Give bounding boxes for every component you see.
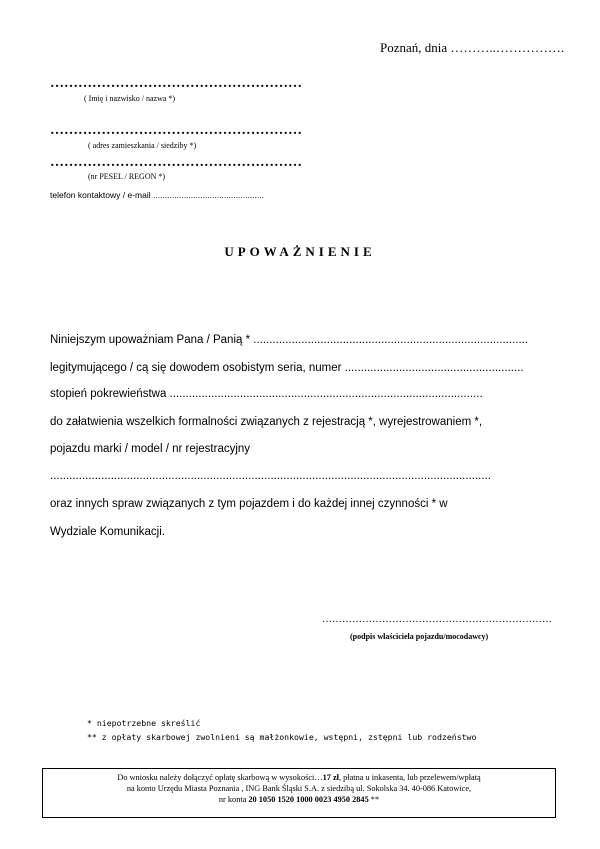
signature-caption: (podpis właściciela pojazdu/mocodawcy) [350, 632, 489, 641]
body-line-id-document: legitymującego / cą się dowodem osobistym seria, numer ........................................................ [50, 362, 524, 374]
fee-amount: 17 zł [322, 773, 339, 782]
address-field-dots: ……………………………………………… [50, 123, 302, 138]
name-field-dots: ……………………………………………… [50, 76, 302, 91]
body-line-formalities: do załatwienia wszelkich formalności związanych z rejestracją *, wyrejestrowaniem *, [50, 416, 483, 428]
fee-notice-box [42, 768, 556, 818]
document-title: UPOWAŻNIENIE [224, 244, 376, 259]
footnote-exemption: ** z opłaty skarbowej zwolnieni są małżonkowie, wstępni, zstępni lub rodzeństwo [87, 732, 477, 742]
signature-dots: …………………………………………………………… [322, 614, 552, 625]
body-line-department: Wydziale Komunikacji. [50, 526, 165, 538]
footnote-strike: * niepotrzebne skreślić [87, 718, 201, 728]
name-caption: ( Imię i nazwisko / nazwa *) [84, 94, 176, 103]
notice-line-2: na konto Urzędu Miasta Poznania , ING Bank Śląski S.A. z siedzibą ul. Sokolska 34. 40-086 Katowice, [126, 784, 472, 793]
notice-line-1: Do wniosku należy dołączyć opłatę skarbową w wysokości…17 zł, płatna u inkasenta, lub przelewem/wpłatą [117, 773, 481, 782]
body-line-vehicle-dots: .......................................................................................................................................... [50, 470, 491, 482]
notice-line-3: nr konta 20 1050 1520 1000 0023 4950 2845 ** [218, 795, 380, 804]
city-date-line: Poznań, dnia ………..……………. [380, 40, 565, 55]
body-line-other-matters: oraz innych spraw związanych z tym pojazdem i do każdej innej czynności * w [50, 498, 448, 510]
account-number: 20 1050 1520 1000 0023 4950 2845 [248, 795, 369, 804]
address-caption: ( adres zamieszkania / siedziby *) [88, 141, 197, 150]
id-caption: (nr PESEL / REGON *) [88, 172, 166, 181]
body-line-kinship: stopień pokrewieństwa .................................................................................................. [50, 388, 483, 400]
body-line-vehicle: pojazdu marki / model / nr rejestracyjny [50, 443, 251, 455]
body-line-authorize: Niniejszym upoważniam Pana / Panią * ...................................................................................... [50, 334, 529, 346]
phone-email-line: telefon kontaktowy / e-mail ............................................... [50, 190, 264, 200]
id-field-dots: ……………………………………………… [50, 155, 302, 170]
